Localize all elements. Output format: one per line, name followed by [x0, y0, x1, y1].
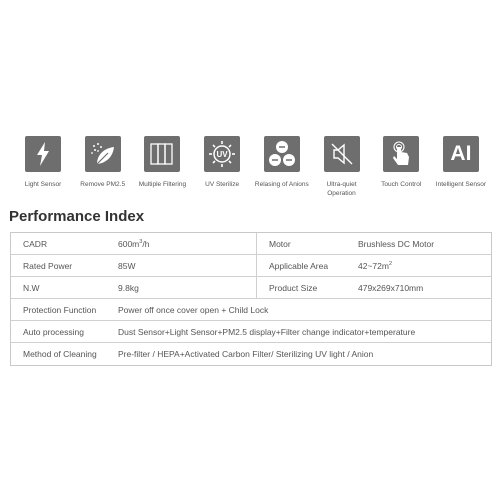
anion-icon [264, 136, 300, 172]
section-title: Performance Index [9, 208, 145, 225]
uv-sun-icon [204, 136, 240, 172]
cleaning-value: Pre-filter / HEPA+Activated Carbon Filter/ Sterilizing UV light / Anion [118, 349, 374, 359]
table-row [11, 277, 491, 299]
feature-label: UV Sterilize [205, 181, 240, 188]
cleaning-label: Method of Cleaning [23, 349, 97, 359]
protection-label: Protection Function [23, 304, 97, 315]
auto-label: Auto processing [23, 326, 84, 337]
leaf-icon [85, 136, 121, 172]
motor-label: Motor [256, 233, 346, 254]
feature-label: Light Sensor [24, 181, 62, 188]
auto-value: Dust Sensor+Light Sensor+PM2.5 display+Filter change indicator+temperature [118, 326, 416, 337]
feature-multiple-filtering [133, 136, 191, 198]
size-value: 479x269x710mm [358, 282, 424, 293]
table-row [11, 321, 491, 343]
area-value: $42\sim 72m^2$ [358, 260, 393, 271]
ai-icon [443, 136, 479, 172]
feature-label: Remove PM2.5 [80, 181, 126, 188]
feature-intelligent-sensor [432, 136, 490, 198]
size-label: Product Size [256, 277, 346, 298]
svg-text:UV: UV [216, 150, 228, 159]
table-row [11, 233, 491, 255]
feature-touch-control [372, 136, 430, 198]
power-label: Rated Power [23, 260, 73, 271]
filter-layers-icon [144, 136, 180, 172]
feature-remove-pm25 [74, 136, 132, 198]
feature-icon-row [14, 136, 490, 198]
feature-uv-sterilize [193, 136, 251, 198]
table-row [11, 299, 491, 321]
ai-icon-text: AI [450, 142, 472, 165]
feature-label: Multiple Filtering [138, 181, 187, 188]
feature-anions [253, 136, 311, 198]
nw-label: N.W [23, 282, 40, 293]
feature-label: Ultra-quiet Operation [326, 181, 357, 197]
power-value: 85W [118, 260, 136, 271]
cadr-value: $600m^3/h$ [118, 238, 150, 249]
protection-value: Power off once cover open + Child Lock [118, 304, 269, 315]
feature-label: Touch Control [381, 181, 422, 188]
feature-label: Relasing of Anions [254, 181, 309, 188]
table-row [11, 343, 491, 365]
nw-value: 9.8kg [118, 282, 139, 293]
spec-table [10, 232, 492, 366]
cadr-label: CADR [23, 238, 48, 249]
feature-ultra-quiet [313, 136, 371, 198]
table-row [11, 255, 491, 277]
touch-hand-icon [383, 136, 419, 172]
area-label: Applicable Area [256, 255, 346, 276]
feature-light-sensor [14, 136, 72, 198]
mute-speaker-icon [324, 136, 360, 172]
motor-value: Brushless DC Motor [358, 238, 435, 249]
lightning-icon [25, 136, 61, 172]
feature-label: Intelligent Sensor [435, 181, 487, 188]
